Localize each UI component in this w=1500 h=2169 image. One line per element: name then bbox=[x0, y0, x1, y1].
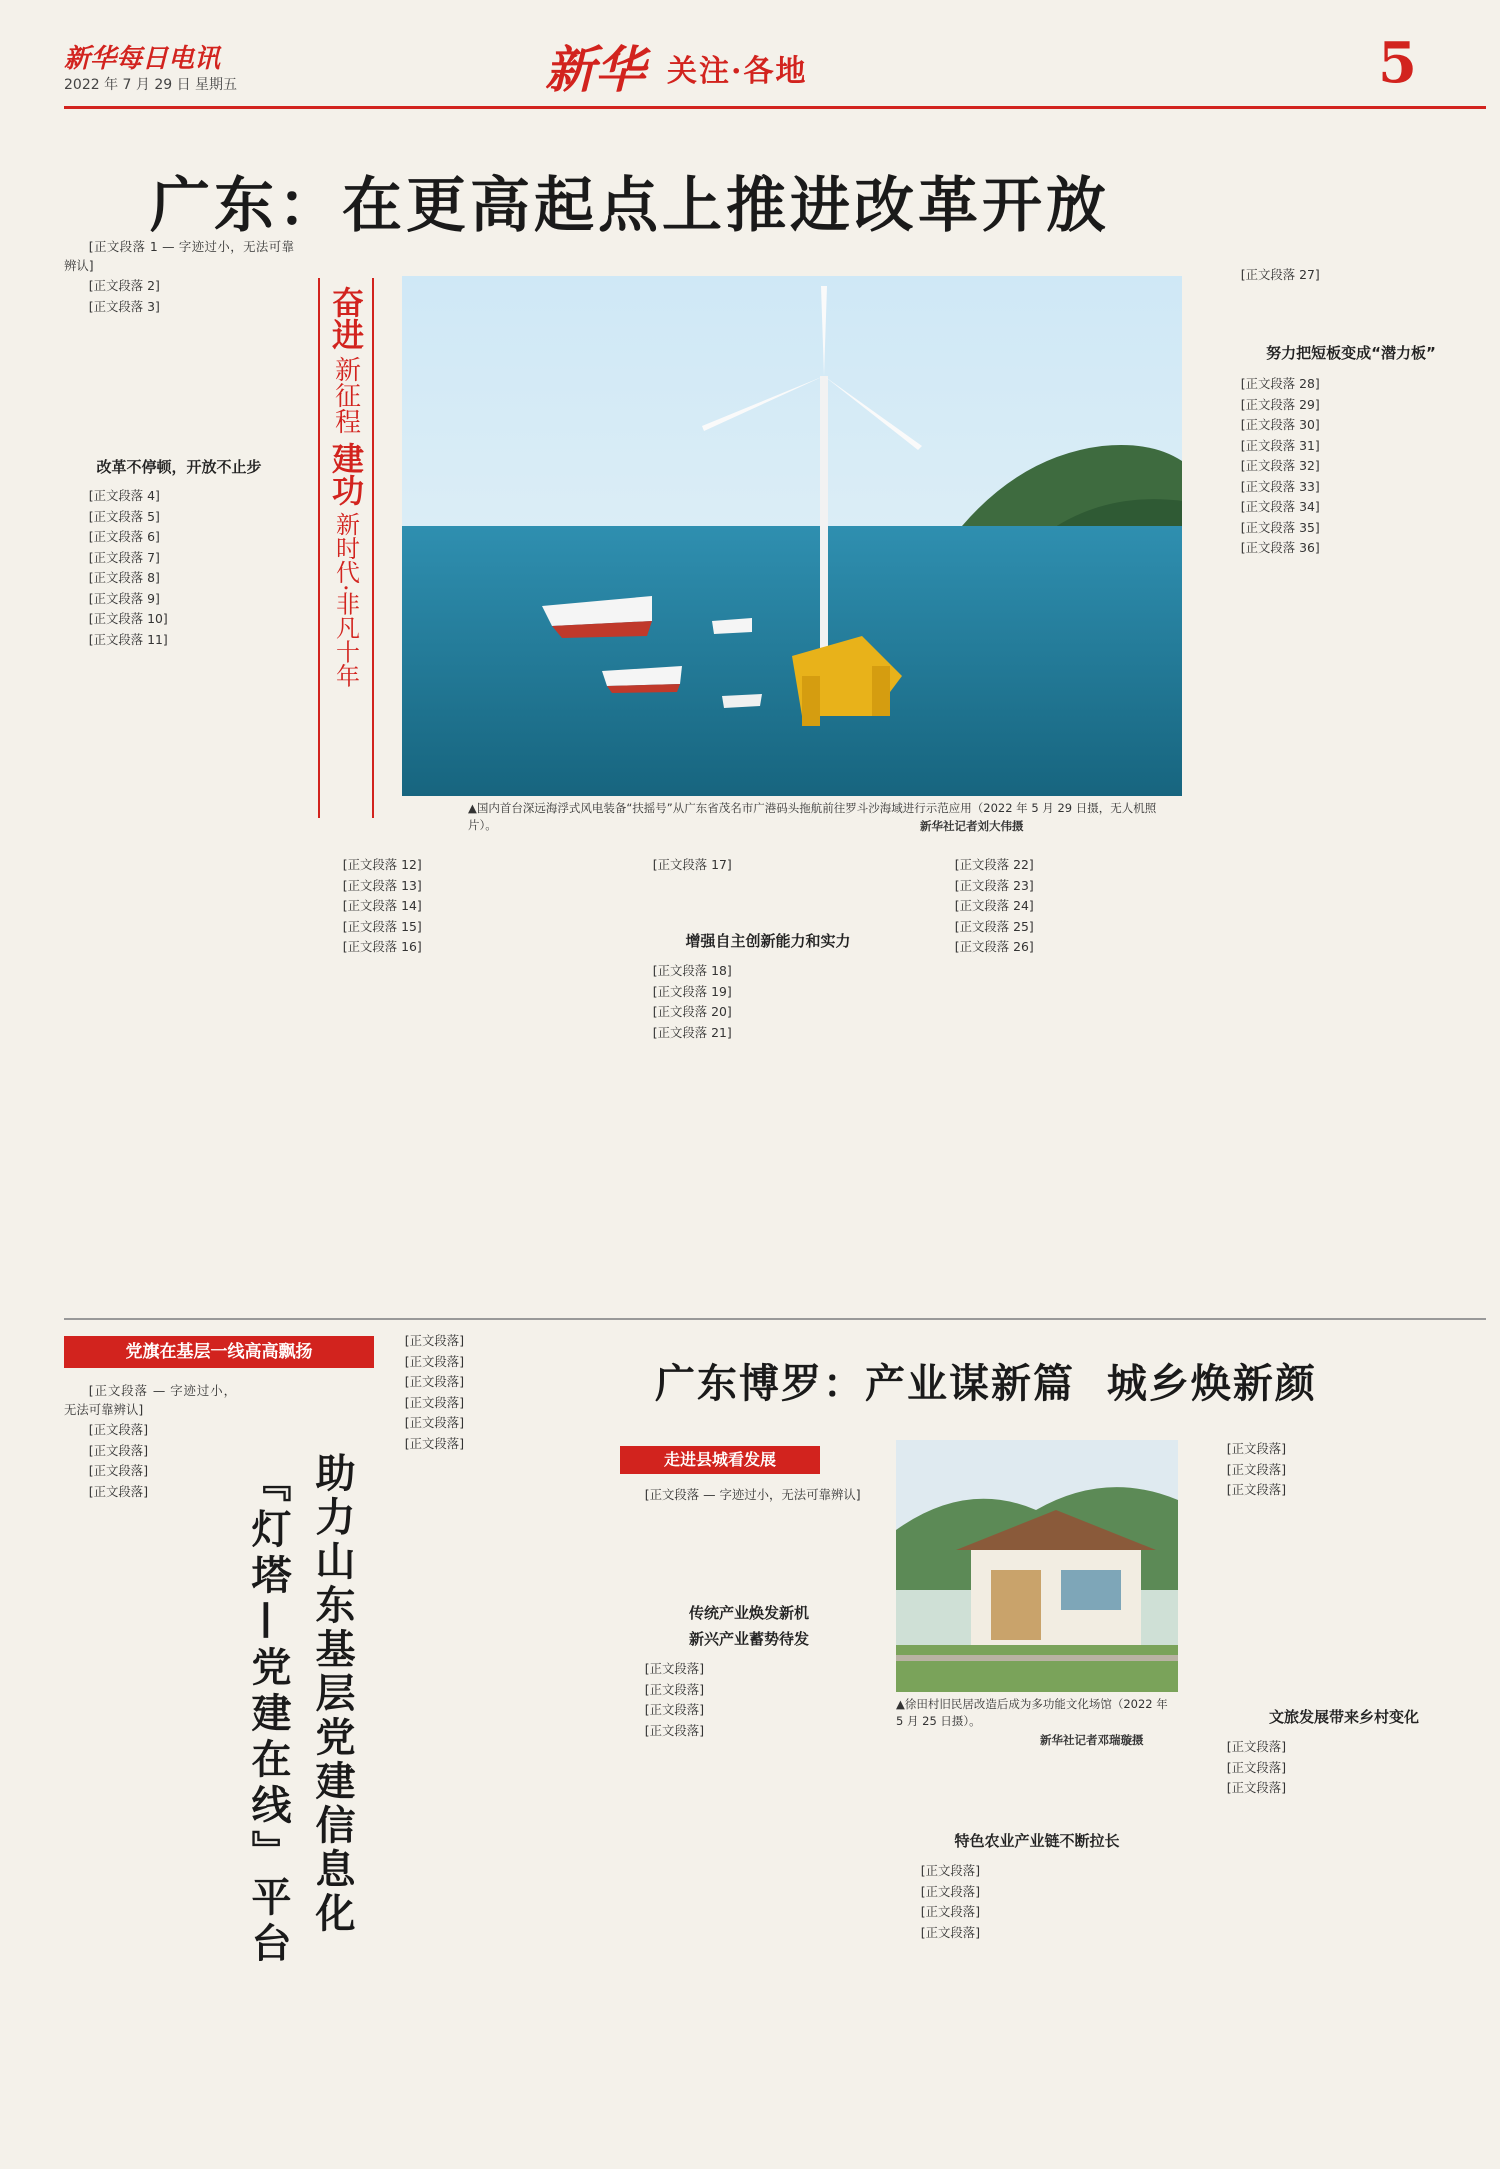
lead-col3-body: [正文段落 18] [正文段落 19] [正文段落 20] [正文段落 21] bbox=[652, 963, 732, 1040]
left-story-headline-b: 『灯塔—党建在线』平台 bbox=[245, 1462, 292, 1968]
left-story-banner: 党旗在基层一线高高飘扬 bbox=[64, 1336, 374, 1368]
section-divider bbox=[64, 1318, 1486, 1320]
right-subhead-2: 新兴产业蓄势待发 bbox=[688, 1630, 809, 1648]
masthead bbox=[0, 0, 1500, 110]
right-story-headline: 广东博罗：产业谋新篇 城乡焕新颜 bbox=[655, 1360, 1317, 1407]
right-story-col2: [正文段落] [正文段落] [正文段落] [正文段落] bbox=[920, 1863, 981, 1940]
lead-subhead-3: 努力把短板变成“潜力板” bbox=[1266, 344, 1436, 362]
right-subhead-4: 文旅发展带来乡村变化 bbox=[1268, 1708, 1419, 1726]
xinhua-logo: 新华 bbox=[545, 40, 645, 99]
right-story-photo bbox=[896, 1440, 1178, 1692]
lead-col5-body: [正文段落 28] [正文段落 29] [正文段落 30] [正文段落 31] [正文段落 32] [正文段落 33] [正文段落 34] [正文段落 35] [正文段落 36] bbox=[1240, 376, 1320, 555]
paper-name: 新华每日电讯 bbox=[64, 44, 221, 74]
lead-photo-credit: 新华社记者刘大伟摄 bbox=[920, 819, 1024, 833]
left-story-col1: [正文段落 — 字迹过小，无法可靠辨认] [正文段落] [正文段落] [正文段落] [正文段落] bbox=[64, 1383, 236, 1499]
banner-word-2: 新征程 bbox=[330, 356, 361, 434]
section-title: 关注·各地 bbox=[667, 54, 808, 89]
banner-word-3: 建功 bbox=[327, 442, 365, 506]
left-story-headline-a: 助力山东基层党建信息化 bbox=[309, 1452, 356, 1936]
right-story-col3-top: [正文段落] [正文段落] [正文段落] bbox=[1226, 1441, 1287, 1497]
lead-photo bbox=[402, 276, 1182, 796]
lead-col3-top: [正文段落 17] bbox=[652, 857, 732, 872]
right-photo-credit: 新华社记者邓瑞璇摄 bbox=[1040, 1733, 1144, 1747]
right-story-col1-top: [正文段落 — 字迹过小，无法可靠辨认] bbox=[644, 1487, 861, 1502]
lead-col1-top: [正文段落 1 — 字迹过小，无法可靠辨认] [正文段落 2] [正文段落 3] bbox=[64, 239, 294, 314]
page-number: 5 bbox=[1378, 30, 1417, 96]
lead-col1-body: [正文段落 4] [正文段落 5] [正文段落 6] [正文段落 7] [正文段落 8] [正文段落 9] [正文段落 10] [正文段落 11] bbox=[88, 488, 168, 647]
right-subhead-1: 传统产业焕发新机 bbox=[688, 1604, 809, 1622]
lead-col4: [正文段落 22] [正文段落 23] [正文段落 24] [正文段落 25] [正文段落 26] bbox=[954, 857, 1034, 954]
right-story-col1-body: [正文段落] [正文段落] [正文段落] [正文段落] bbox=[644, 1661, 705, 1738]
banner-word-4: 新时代·非凡十年 bbox=[331, 512, 360, 688]
left-story-col2: [正文段落] [正文段落] [正文段落] [正文段落] [正文段落] [正文段落] bbox=[404, 1333, 465, 1451]
lead-photo-caption: ▲国内首台深远海浮式风电装备“扶摇号”从广东省茂名市广港码头拖航前往罗斗沙海域进行示范应用（2022 年 5 月 29 日摄，无人机照片）。 bbox=[468, 801, 1157, 832]
right-story-banner: 走进县城看发展 bbox=[620, 1446, 820, 1474]
banner-word-1: 奋进 bbox=[327, 286, 365, 350]
offshore-wind-turbine-photo-icon bbox=[402, 276, 1182, 796]
lead-headline: 广东：在更高起点上推进改革开放 bbox=[150, 171, 1110, 241]
lead-col2: [正文段落 12] [正文段落 13] [正文段落 14] [正文段落 15] [正文段落 16] bbox=[342, 857, 422, 954]
right-subhead-3: 特色农业产业链不断拉长 bbox=[954, 1832, 1120, 1850]
right-story-col3-body: [正文段落] [正文段落] [正文段落] bbox=[1226, 1739, 1287, 1795]
lead-col5-top: [正文段落 27] bbox=[1240, 267, 1320, 282]
lead-subhead-1: 改革不停顿，开放不止步 bbox=[96, 458, 262, 476]
lead-subhead-2: 增强自主创新能力和实力 bbox=[685, 932, 851, 950]
right-photo-caption: ▲徐田村旧民居改造后成为多功能文化场馆（2022 年 5 月 25 日摄）。 bbox=[896, 1697, 1168, 1728]
issue-date: 2022 年 7 月 29 日 星期五 bbox=[64, 77, 238, 93]
masthead-rule bbox=[64, 106, 1486, 109]
renovated-village-house-photo-icon bbox=[896, 1440, 1178, 1692]
vertical-banner bbox=[318, 278, 374, 818]
